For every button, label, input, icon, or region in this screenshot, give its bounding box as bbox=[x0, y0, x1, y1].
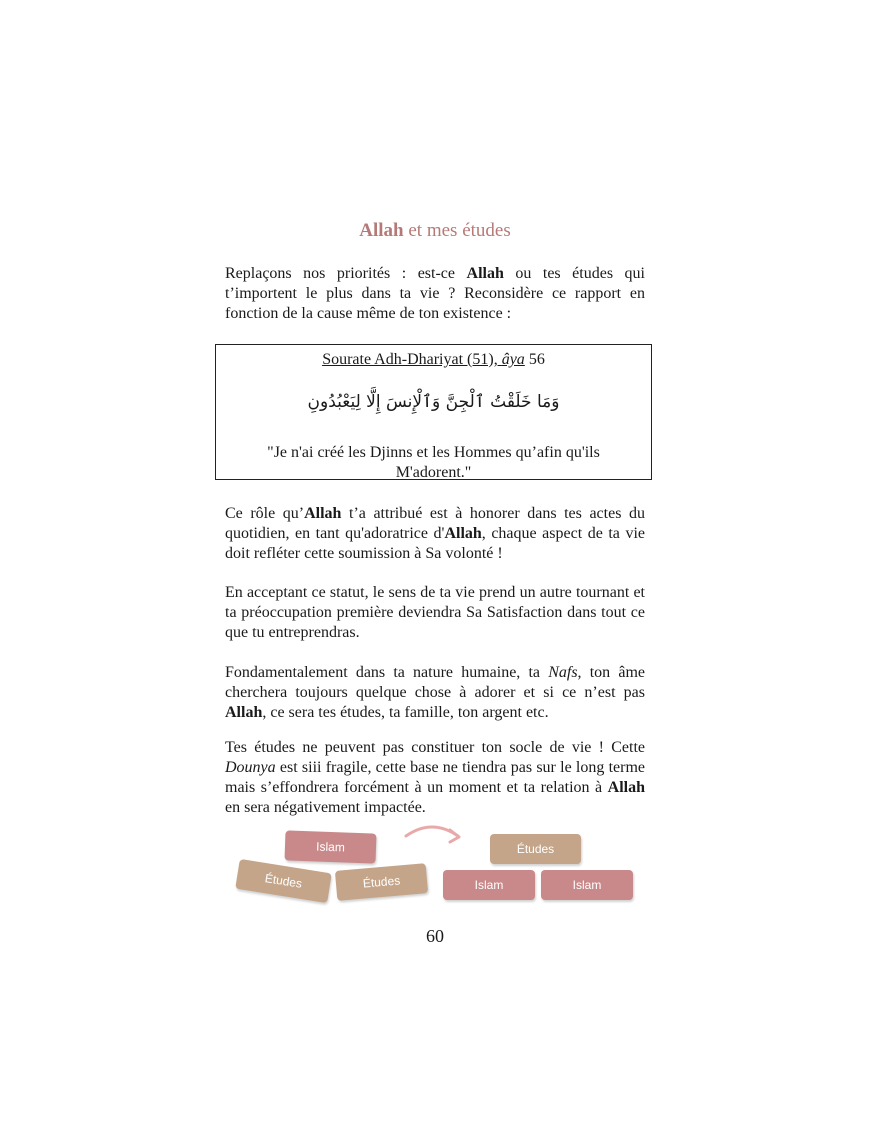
para3-text-2: , ton âme cherchera toujours quelque chose à adorer et si ce n’est pas bbox=[225, 664, 645, 701]
para3-bold-1: Allah bbox=[225, 704, 263, 721]
intro-paragraph bbox=[225, 264, 645, 324]
para3-italic-1: Nafs bbox=[548, 664, 578, 681]
verse-box bbox=[215, 344, 652, 480]
left-card-islam: Islam bbox=[285, 830, 377, 863]
intro-bold-1: Allah bbox=[466, 265, 504, 282]
para3-text-1: Fondamentalement dans ta nature humaine, ta bbox=[225, 664, 549, 681]
verse-reference bbox=[216, 351, 651, 369]
para3-text-3: , ce sera tes études, ta famille, ton argent etc. bbox=[262, 704, 549, 721]
left-card-etudes-1: Études bbox=[235, 859, 332, 903]
page-number: 60 bbox=[426, 926, 444, 946]
para1-bold-1: Allah bbox=[304, 505, 342, 522]
verse-ref-number: 56 bbox=[524, 351, 545, 368]
right-card-etudes: Études bbox=[490, 834, 581, 864]
paragraph-1 bbox=[225, 504, 645, 564]
arrow-head bbox=[450, 830, 459, 842]
chapter-title bbox=[0, 220, 870, 242]
title-bold: Allah bbox=[359, 220, 404, 241]
left-card-etudes-2: Études bbox=[335, 863, 428, 901]
para1-text-3: , chaque aspect de ta vie doit refléter cette soumission à Sa volonté ! bbox=[225, 525, 645, 562]
para4-italic-1: Dounya bbox=[225, 759, 276, 776]
title-rest: et mes études bbox=[403, 220, 511, 241]
verse-translation: "Je n'ai créé les Djinns et les Hommes qu’afin qu'ils M'adorent." bbox=[267, 444, 600, 481]
para4-text-1: Tes études ne peuvent pas constituer ton socle de vie ! Cette bbox=[225, 739, 645, 756]
para4-bold-1: Allah bbox=[607, 779, 645, 796]
para4-text-2: est siii fragile, cette base ne tiendra pas sur le long terme mais s’effondrera forcément à un moment et ta relation à bbox=[225, 759, 645, 796]
verse-ref-aya: âya bbox=[501, 351, 525, 368]
right-card-islam-2: Islam bbox=[541, 870, 633, 900]
para1-text-1: Ce rôle qu’ bbox=[225, 505, 305, 522]
verse-arabic: وَمَا خَلَقْتُ ٱلْجِنَّ وَٱلْإِنسَ إِلَّا لِيَعْبُدُونِ bbox=[307, 392, 560, 412]
right-card-islam-1: Islam bbox=[443, 870, 535, 900]
curved-arrow-icon bbox=[400, 820, 470, 850]
verse-ref-main: Sourate Adh-Dhariyat (51), bbox=[322, 351, 502, 368]
paragraph-4 bbox=[225, 738, 645, 818]
paragraph-2: En acceptant ce statut, le sens de ta vie prend un autre tournant et ta préoccupation première deviendra Sa Satisfaction dans tout ce que tu entreprendras. bbox=[225, 584, 645, 641]
para4-text-3: en sera négativement impactée. bbox=[225, 799, 426, 816]
para1-text-2: t’a attribué est à honorer dans tes actes du quotidien, en tant qu'adoratrice d' bbox=[225, 505, 645, 542]
intro-text-1: Replaçons nos priorités : est-ce bbox=[225, 265, 467, 282]
intro-text-2: ou tes études qui t’importent le plus dans ta vie ? Reconsidère ce rapport en fonction de la cause même de ton existence : bbox=[225, 265, 646, 322]
paragraph-3 bbox=[225, 663, 645, 723]
para1-bold-2: Allah bbox=[444, 525, 482, 542]
